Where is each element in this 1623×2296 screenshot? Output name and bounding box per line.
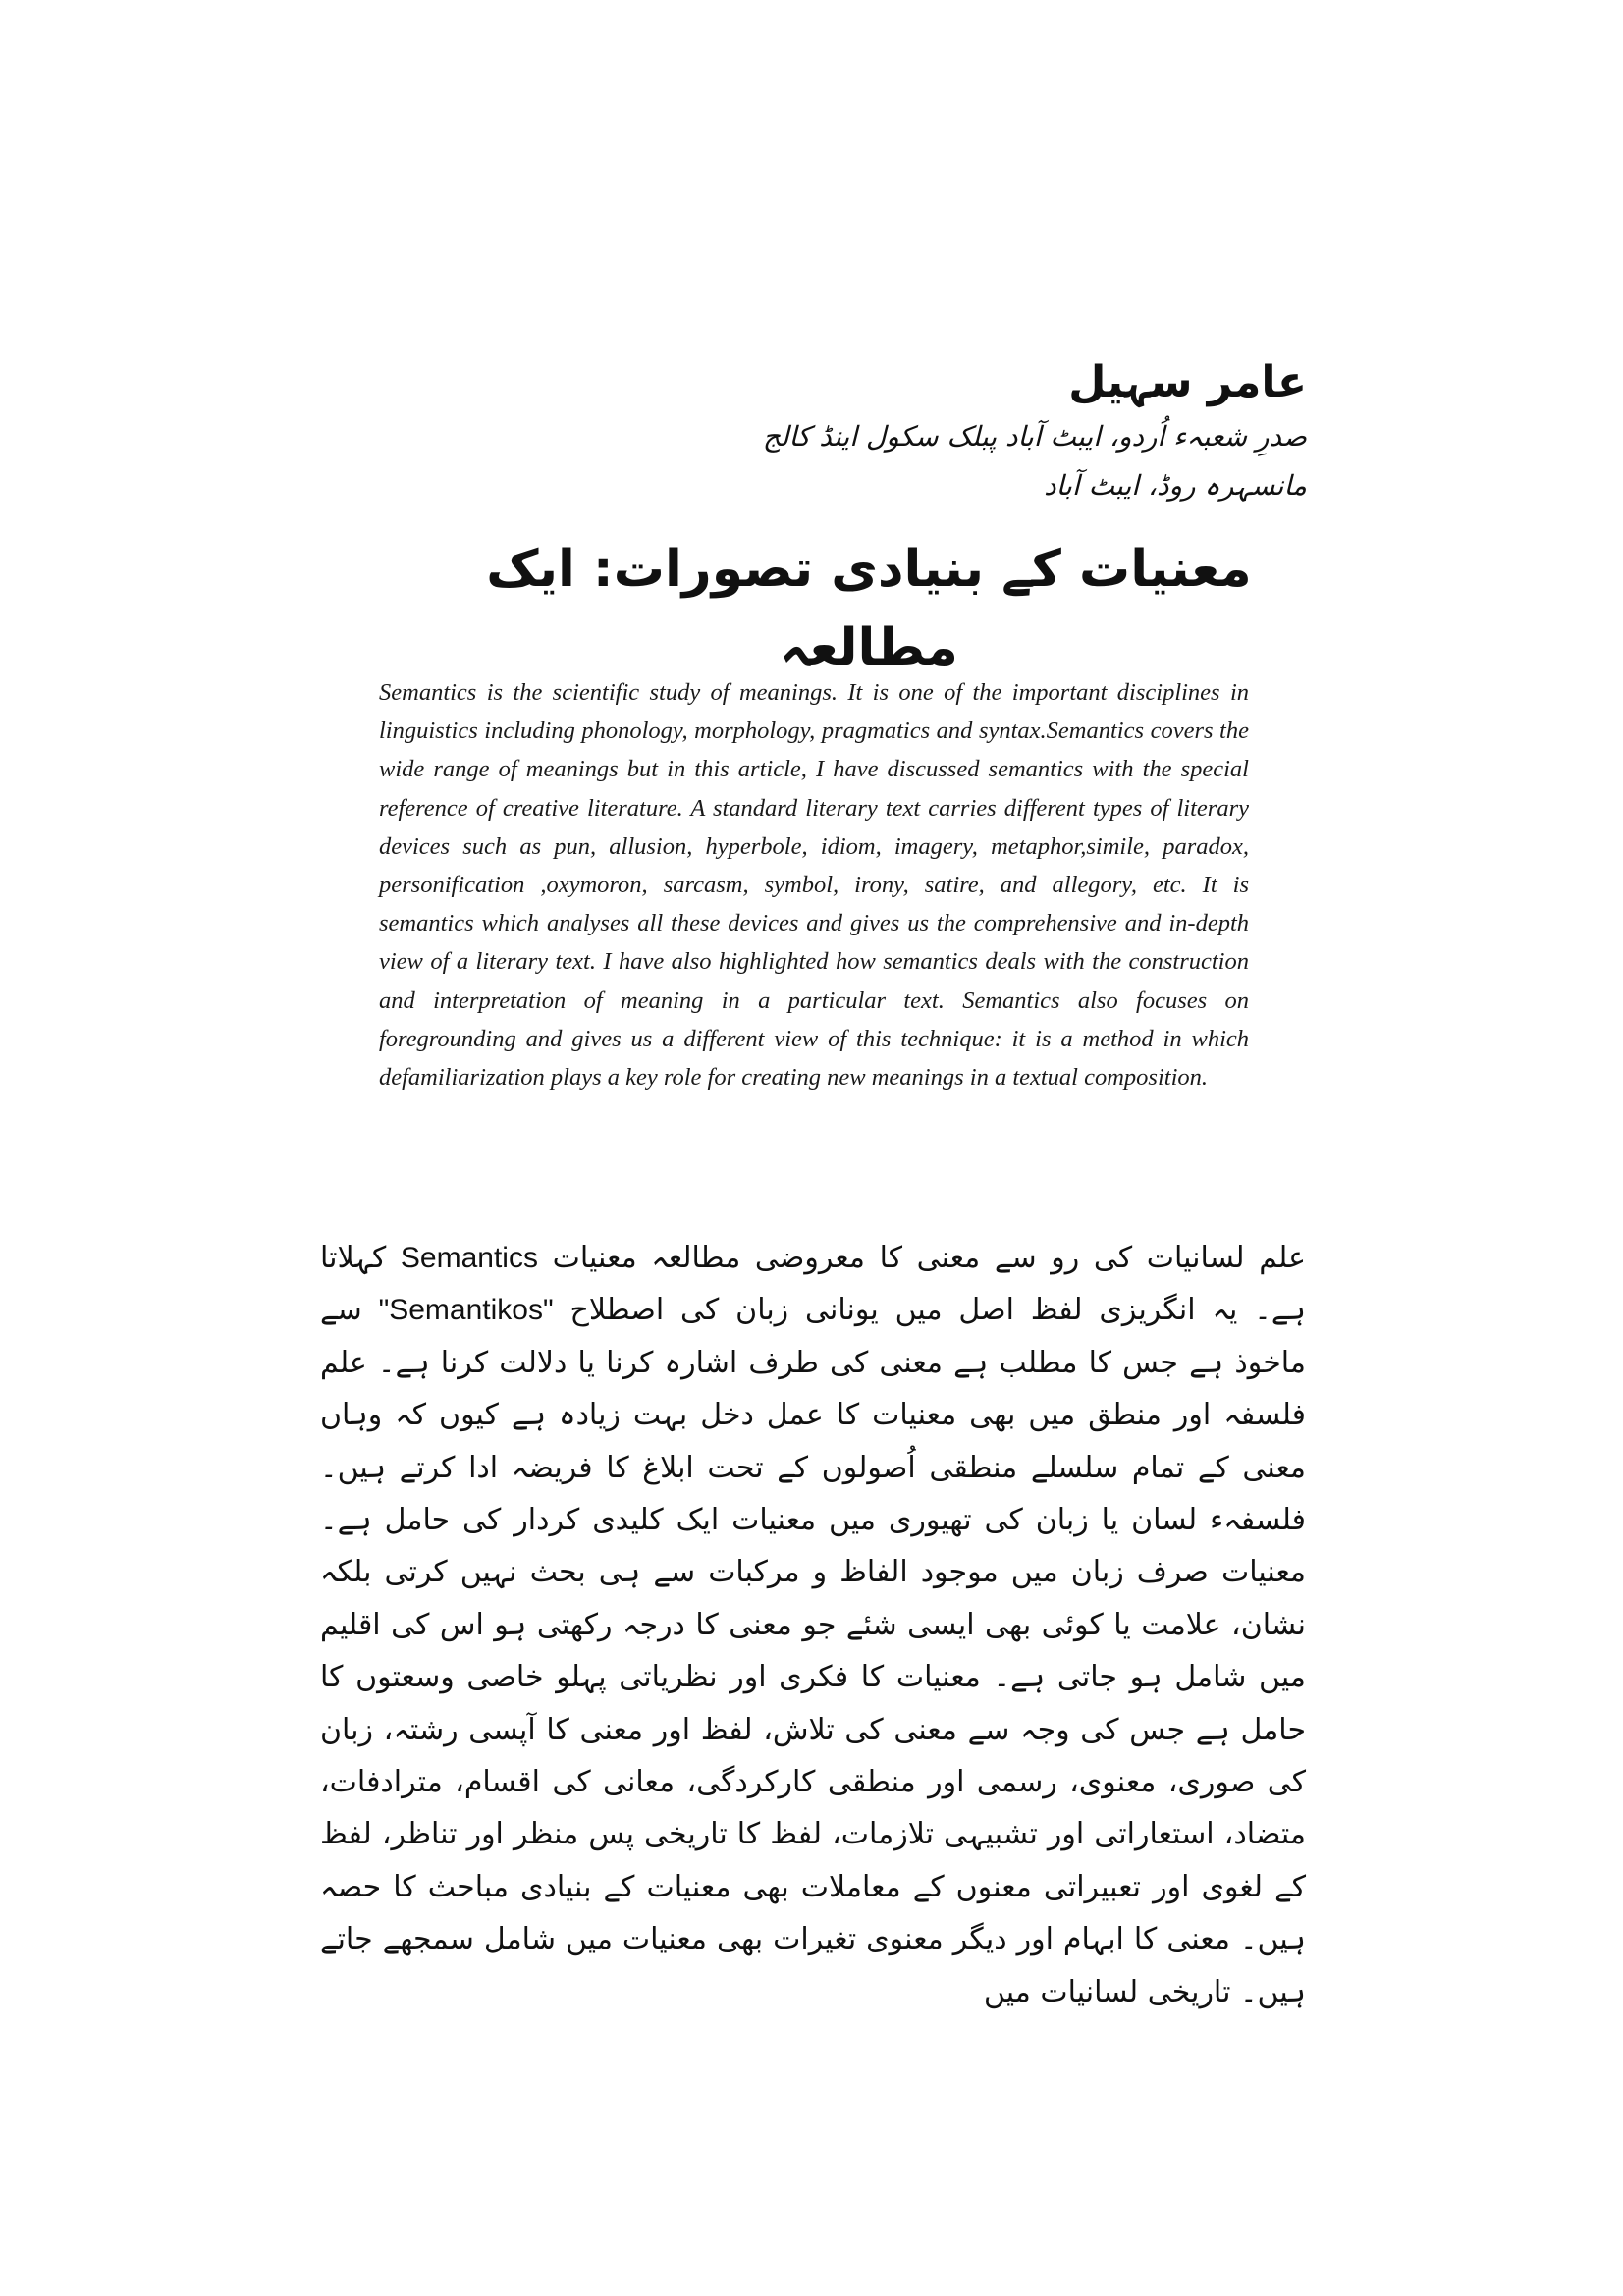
body-term-semantics: Semantics [400, 1242, 538, 1274]
body-paragraph [320, 1232, 1306, 2018]
author-affiliation-line2: مانسہرہ روڈ، ایبٹ آباد [1044, 469, 1307, 502]
author-block [423, 353, 1307, 510]
body-text-segment-3: سے ماخوذ ہے جس کا مطلب ہے معنی کی طرف اشارہ کرنا یا دلالت کرنا ہے۔ علم فلسفہ اور منطق میں بھی معنیات کا عمل دخل بہت زیادہ ہے کیوں کہ وہاں معنی کے تمام سلسلے منطقی اُصولوں کے تحت ابلاغ کا فریضہ ادا کرتے ہیں۔ فلسفہء لسان یا زبان کی تھیوری میں معنیات ایک کلیدی کردار کی حامل ہے۔ معنیات صرف زبان میں موجود الفاظ و مرکبات سے ہی بحث نہیں کرتی بلکہ نشان، علامت یا کوئی بھی ایسی شئے جو معنی کا درجہ رکھتی ہو اس کی اقلیم میں شامل ہو جاتی ہے۔ معنیات کا فکری اور نظریاتی پہلو خاصی وسعتوں کا حامل ہے جس کی وجہ سے معنی کی تلاش، لفظ اور معنی کا آپسی رشتہ، زبان کی صوری، معنوی، رسمی اور منطقی کارکردگی، معانی کی اقسام، مترادفات، متضاد، استعاراتی اور تشبیہی تلازمات، لفظ کا تاریخی پس منظر اور تناظر، لفظ کے لغوی اور تعبیراتی معنوں کے معاملات بھی معنیات کے بنیادی مباحث کا حصہ ہیں۔ معنی کا ابہام اور دیگر معنوی تغیرات بھی معنیات میں شامل سمجھے جاتے ہیں۔ تاریخی لسانیات میں [320, 1293, 1306, 2009]
author-affiliation-line1: صدرِ شعبہء اُردو، ایبٹ آباد پبلک سکول اینڈ کالج [762, 420, 1307, 453]
body-text-segment-2: کہلاتا ہے۔ یہ انگریزی لفظ اصل میں یونانی زبان کی اصطلاح [320, 1241, 1306, 1328]
body-term-semantikos: "Semantikos" [378, 1294, 554, 1327]
article-title: معنیات کے بنیادی تصورات: ایک مطالعہ [486, 540, 1252, 677]
body-text-segment-1: علم لسانیات کی رو سے معنی کا معروضی مطالعہ معنیات [552, 1241, 1306, 1275]
author-name: عامر سہیل [1068, 357, 1307, 407]
abstract-paragraph: Semantics is the scientific study of meanings. It is one of the important disciplines in linguistics including phonology, morphology, pragmatics and syntax.Semantics covers the wide range of meanings but in this article, I have discussed semantics with the special reference of creative literature. A standard literary text carries different types of literary devices such as pun, allusion, hyperbole, idiom, imagery, metaphor,simile, paradox, personification ,oxymoron, sarcasm, symbol, irony, satire, and allegory, etc. It is semantics which analyses all these devices and gives us the comprehensive and in-depth view of a literary text. I have also highlighted how semantics deals with the construction and interpretation of meaning in a particular text. Semantics also focuses on foregrounding and gives us a different view of this technique: it is a method in which defamiliarization plays a key role for creating new meanings in a textual composition. [379, 679, 1249, 1092]
